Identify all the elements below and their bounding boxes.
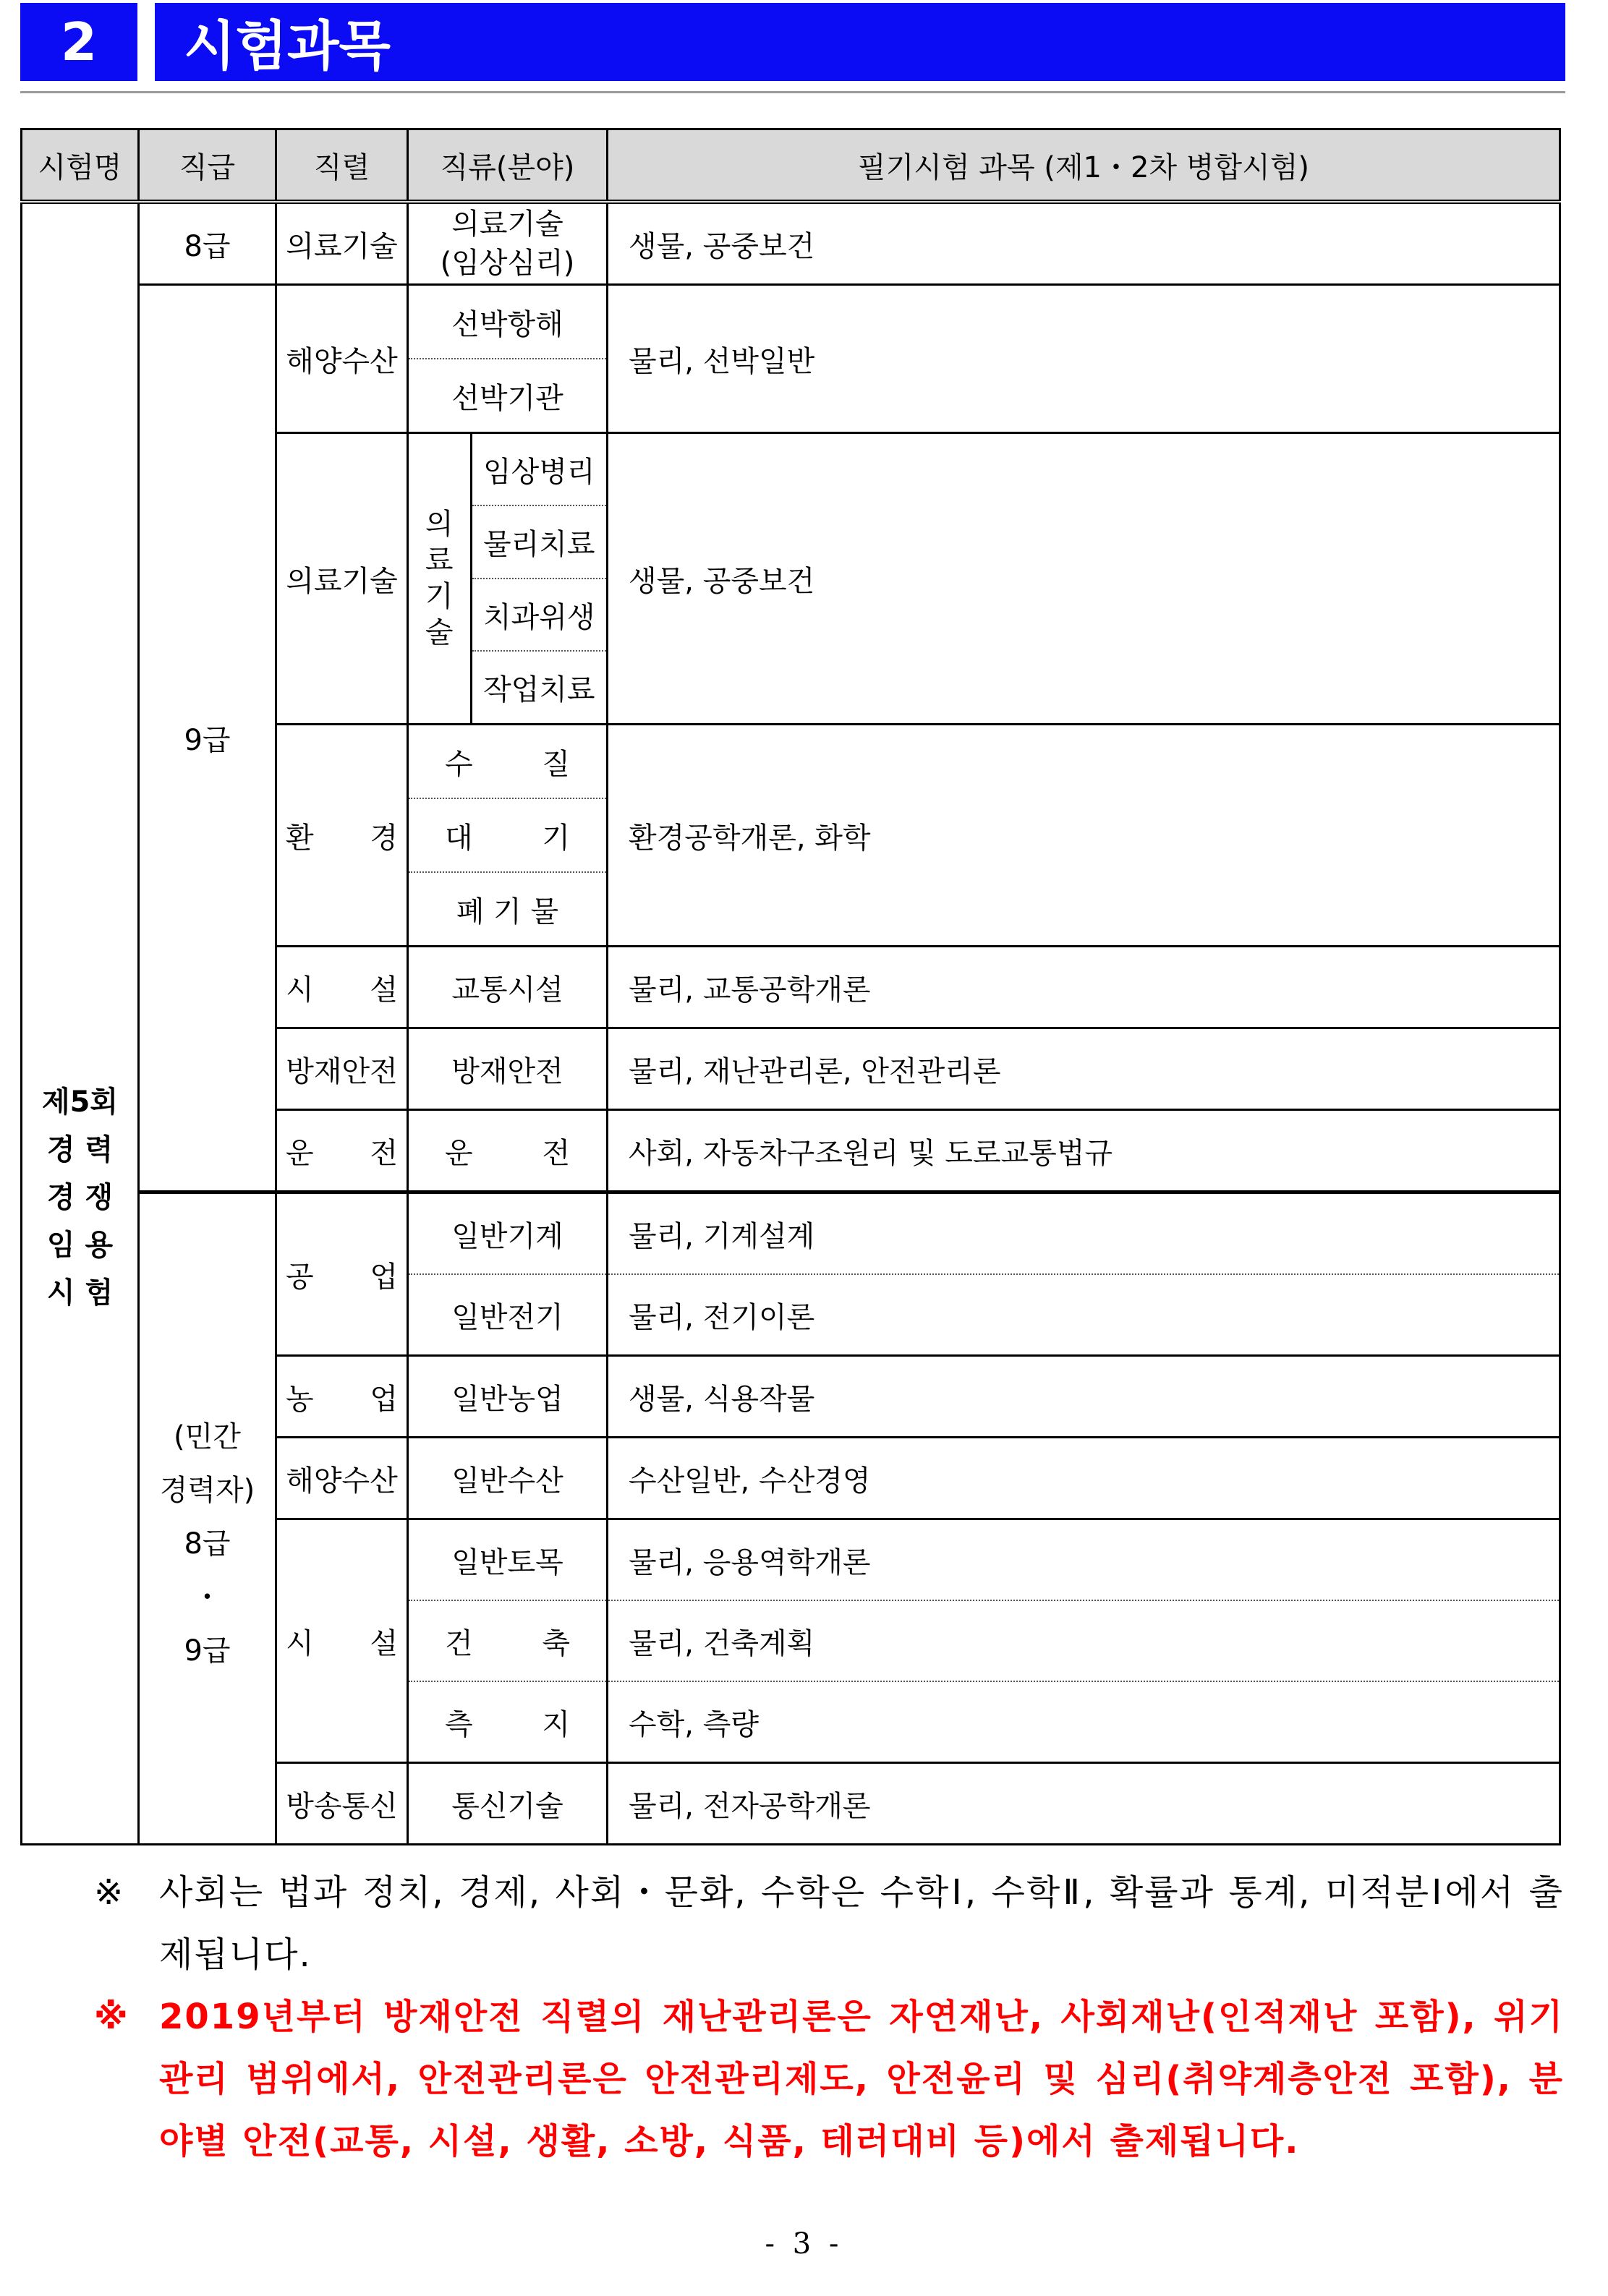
series-cell: 방송통신 (276, 1763, 408, 1845)
reference-mark: ※ (94, 1997, 129, 2037)
subjects-cell: 사회, 자동차구조원리 및 도로교통법규 (608, 1110, 1560, 1192)
subjects-cell: 물리, 건축계획 (608, 1600, 1560, 1681)
series-cell: 시 설 (276, 1519, 408, 1763)
subjects-cell: 물리, 재난관리론, 안전관리론 (608, 1028, 1560, 1110)
header-exam-name: 시험명 (22, 129, 139, 202)
subjects-cell: 물리, 전자공학개론 (608, 1763, 1560, 1845)
classification-cell: 작업치료 (482, 673, 595, 707)
series-cell: 공 업 (276, 1192, 408, 1356)
header-classification: 직류(분야) (408, 129, 608, 202)
classification-cell: 폐 기 물 (408, 872, 608, 947)
series-cell: 방재안전 (276, 1028, 408, 1110)
classification-cell: 일반토목 (408, 1519, 608, 1601)
classification-cell: 물리치료 (471, 505, 606, 579)
classification-cell: 의료기술 (임상심리) (408, 202, 608, 285)
classification-cell: 교통시설 (408, 947, 608, 1028)
subjects-cell: 생물, 식용작물 (608, 1356, 1560, 1438)
table-row (22, 202, 1560, 285)
series-cell: 시 설 (276, 947, 408, 1028)
classification-cell: 건 축 (408, 1600, 608, 1681)
note-1 (94, 1861, 1564, 1986)
subjects-cell: 생물, 공중보건 (608, 433, 1560, 725)
header-subjects: 필기시험 과목 (제1・2차 병합시험) (608, 129, 1560, 202)
classification-cell: 운 전 (408, 1110, 608, 1192)
classification-cell: 수 질 (408, 725, 608, 799)
classification-group (408, 433, 608, 725)
series-cell: 농 업 (276, 1356, 408, 1438)
table-header-row (22, 129, 1560, 202)
grade-cell: 8급 (139, 202, 276, 285)
classification-cell: 임상병리 (471, 434, 606, 505)
section-number: 2 (20, 3, 137, 81)
header-grade: 직급 (139, 129, 276, 202)
subjects-cell: 수산일반, 수산경영 (608, 1438, 1560, 1519)
exam-name-cell: 제5회 경 력 경 쟁 임 용 시 험 (22, 202, 139, 1845)
subjects-cell: 수학, 측량 (608, 1681, 1560, 1763)
classification-cell: 일반전기 (408, 1274, 608, 1356)
classification-cell: 일반농업 (408, 1356, 608, 1438)
grade-cell: 9급 (139, 285, 276, 1192)
subjects-cell: 물리, 전기이론 (608, 1274, 1560, 1356)
header-series: 직렬 (276, 129, 408, 202)
series-cell: 운 전 (276, 1110, 408, 1192)
classification-cell: 일반수산 (408, 1438, 608, 1519)
subjects-cell: 물리, 선박일반 (608, 285, 1560, 433)
subjects-cell: 물리, 응용역학개론 (608, 1519, 1560, 1601)
notes-section (94, 1861, 1564, 2172)
reference-mark: ※ (94, 1872, 125, 1913)
series-cell: 의료기술 (276, 202, 408, 285)
series-cell: 환 경 (276, 725, 408, 947)
classification-cell: 일반기계 (408, 1192, 608, 1275)
classification-cell: 방재안전 (408, 1028, 608, 1110)
subjects-cell: 생물, 공중보건 (608, 202, 1560, 285)
note-text: 2019년부터 방재안전 직렬의 재난관리론은 자연재난, 사회재난(인적재난 포함), 위기관리 범위에서, 안전관리론은 안전관리제도, 안전윤리 및 심리(취약계층안전 포함), 분야별 안전(교통, 시설, 생활, 소방, 식품, 테러대비 등)에서 출제됩니다. (159, 1997, 1564, 2161)
note-text: 사회는 법과 정치, 경제, 사회・문화, 수학은 수학Ⅰ, 수학Ⅱ, 확률과 통계, 미적분Ⅰ에서 출제됩니다. (159, 1872, 1564, 1975)
series-cell: 해양수산 (276, 1438, 408, 1519)
section-title: 시험과목 (155, 3, 1565, 81)
table-row (22, 1192, 1560, 1275)
page-number: - 3 - (765, 2227, 843, 2261)
header-divider (20, 91, 1565, 93)
table-row (22, 285, 1560, 359)
grade-cell: (민간 경력자) 8급 ・ 9급 (139, 1192, 276, 1845)
subjects-cell: 물리, 기계설계 (608, 1192, 1560, 1275)
series-cell: 해양수산 (276, 285, 408, 433)
classification-cell: 선박기관 (408, 359, 608, 433)
classification-cell: 통신기술 (408, 1763, 608, 1845)
exam-subjects-table (20, 128, 1561, 1845)
classification-cell: 선박항해 (408, 285, 608, 359)
subjects-cell: 환경공학개론, 화학 (608, 725, 1560, 947)
subjects-cell: 물리, 교통공학개론 (608, 947, 1560, 1028)
note-2 (94, 1986, 1564, 2172)
classification-cell: 대 기 (408, 798, 608, 872)
classification-vertical-label: 의 료 기 술 (409, 434, 471, 723)
classification-cell: 측 지 (408, 1681, 608, 1763)
classification-cell: 치과위생 (471, 579, 606, 652)
series-cell: 의료기술 (276, 433, 408, 725)
